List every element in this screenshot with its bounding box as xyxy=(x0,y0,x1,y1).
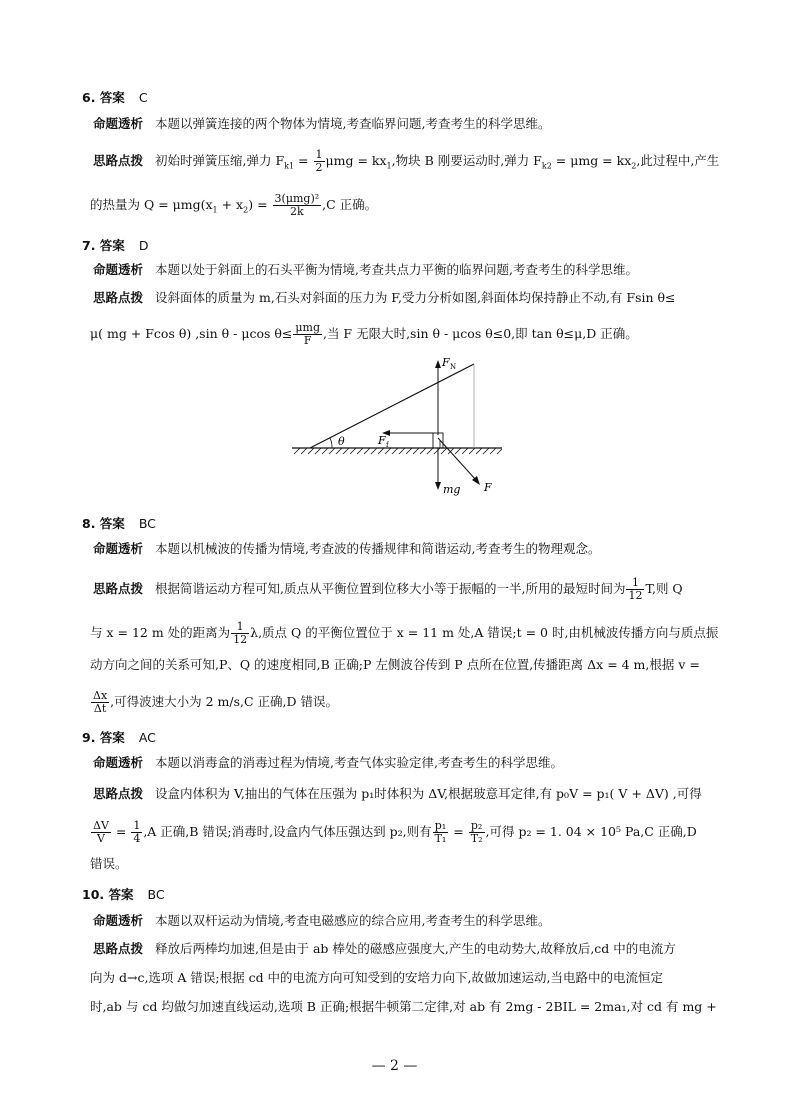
q6-analysis-label: 命题透析 xyxy=(93,116,144,131)
q7-heading xyxy=(82,236,148,254)
q7-number: 7. 答案 xyxy=(82,238,125,253)
q9-fraction-2: $\frac{1}{4}$ xyxy=(133,819,141,845)
q10-answer: BC xyxy=(147,887,165,902)
q8-analysis-label: 命题透析 xyxy=(93,541,144,556)
q9-analysis xyxy=(93,755,563,771)
q10-solution-line3: 时,ab 与 cd 均做匀加速直线运动,选项 B 正确;根据牛顿第二定律,对 ab 有 2mg - 2BIL = 2ma₁,对 cd 有 mg + xyxy=(90,999,717,1014)
theta-label: θ xyxy=(338,435,345,448)
q9-fraction-4: $\frac{\text{p₂}}{\text{T₂}}$ xyxy=(470,819,483,845)
incline-surface xyxy=(310,364,474,448)
q10-heading xyxy=(82,885,165,903)
q7-fraction: $\frac{\text{μmg}}{F}$ xyxy=(295,321,320,347)
q9-solution-label: 思路点拨 xyxy=(93,786,144,801)
q7-solution-line1: 思路点拨 设斜面体的质量为 m,石头对斜面的压力为 F,受力分析如图,斜面体均保持静止不动,有 Fsin θ≤ xyxy=(93,290,676,305)
q8-fraction-1: $\frac{1}{12}$ xyxy=(628,576,643,602)
q8-fraction-2: $\frac{1}{12}$ xyxy=(233,620,248,646)
q8-answer: BC xyxy=(138,516,156,531)
q10-solution-line2: 向为 d→c,选项 A 错误;根据 cd 中的电流方向可知受到的安培力向下,故做加速运动,当电路中的电流恒定 xyxy=(90,970,664,985)
q6-number: 6. 答案 xyxy=(82,90,125,105)
q7-solution-label: 思路点拨 xyxy=(93,290,144,305)
q6-fraction-heat: $\frac{\text{3(μmg)²}}{2k}$ xyxy=(274,192,320,218)
q7-solution-line2: μ( mg + Fcos θ) ,sin θ - μcos θ≤ $\frac{\text{μmg}}{F}$ ,当 F 无限大时,sin θ - μcos θ≤0,即 tan θ≤μ,D 正确。 xyxy=(90,321,638,347)
q6-heading xyxy=(82,88,148,106)
theta-arc xyxy=(330,438,332,448)
q8-heading xyxy=(82,514,156,532)
q8-solution-line1: 思路点拨 根据简谐运动方程可知,质点从平衡位置到位移大小等于振幅的一半,所用的最短时间为 $\frac{1}{12}$ T,则 Q xyxy=(93,576,683,602)
ground-hatching xyxy=(294,448,502,454)
normal-force-label: F xyxy=(442,356,450,369)
q6-analysis xyxy=(93,116,550,132)
q8-solution-line4: $\frac{\Delta x}{\Delta t}$ ,可得波速大小为 2 m/s,C 正确,D 错误。 xyxy=(93,689,338,715)
q9-heading xyxy=(82,728,156,746)
q8-analysis xyxy=(93,541,600,557)
q6-solution-label: 思路点拨 xyxy=(93,153,144,168)
svg-text:N: N xyxy=(450,363,457,371)
svg-text:f: f xyxy=(386,441,389,449)
page-number: — 2 — xyxy=(371,1058,418,1074)
pressure-force-label: F xyxy=(484,481,492,494)
q10-number: 10. 答案 xyxy=(82,887,134,902)
q9-analysis-label: 命题透析 xyxy=(93,755,144,770)
friction-force-label: F xyxy=(378,434,386,447)
q7-force-diagram xyxy=(288,352,508,502)
q10-analysis xyxy=(93,913,550,929)
q7-answer: D xyxy=(138,238,149,253)
q6-answer: C xyxy=(138,90,148,105)
q6-solution-line1: 思路点拨 初始时弹簧压缩,弹力 $F_{k1}$ = $\frac{1}{2}$ $\mu mg = kx_1$,物块 B 刚要运动时,弹力 $F_{k2} = \mu mg = kx_2$,此过程中,产生 xyxy=(93,148,720,174)
q9-analysis-text: 本题以消毒盒的消毒过程为情境,考查气体实验定律,考查考生的科学思维。 xyxy=(155,755,563,770)
q7-analysis-label: 命题透析 xyxy=(93,262,144,277)
q9-fraction-1: $\frac{\Delta V}{V}$ xyxy=(93,819,109,845)
q9-fraction-3: $\frac{\text{p₁}}{\text{T₁}}$ xyxy=(434,819,447,845)
q6-fraction-half: $\frac{1}{2}$ xyxy=(315,148,323,174)
q7-analysis-text: 本题以处于斜面上的石头平衡为情境,考查共点力平衡的临界问题,考查考生的科学思维。 xyxy=(155,262,638,277)
q8-solution-line2: 与 x = 12 m 处的距离为 $\frac{1}{12}$ λ,质点 Q 的平衡位置位于 x = 11 m 处,A 错误;t = 0 时,由机械波传播方向与质点振 xyxy=(90,620,719,646)
pressure-force-arrow xyxy=(438,438,476,480)
q8-solution-label: 思路点拨 xyxy=(93,581,144,596)
q6-analysis-text: 本题以弹簧连接的两个物体为情境,考查临界问题,考查考生的科学思维。 xyxy=(155,116,551,131)
q10-solution-label: 思路点拨 xyxy=(93,941,144,956)
q8-solution-line3: 动方向之间的关系可知,P、Q 的速度相同,B 正确;P 左侧波谷传到 P 点所在位置,传播距离 Δx = 4 m,根据 v = xyxy=(90,657,700,672)
q8-number: 8. 答案 xyxy=(82,516,125,531)
q10-analysis-label: 命题透析 xyxy=(93,913,144,928)
q9-solution-line3: 错误。 xyxy=(90,856,128,871)
contact-block xyxy=(433,433,443,448)
gravity-label: mg xyxy=(443,483,461,496)
q10-solution-line1: 思路点拨 释放后两棒均加速,但是由于 ab 棒处的磁感应强度大,产生的电动势大,故释放后,cd 中的电流方 xyxy=(93,941,676,956)
q7-analysis xyxy=(93,262,638,278)
q8-fraction-3: $\frac{\Delta x}{\Delta t}$ xyxy=(93,689,108,715)
q10-analysis-text: 本题以双杆运动为情境,考查电磁感应的综合应用,考查考生的科学思维。 xyxy=(155,913,551,928)
q9-solution-line1: 思路点拨 设盒内体积为 V,抽出的气体在压强为 p₁时体积为 ΔV,根据玻意耳定律,有 p₀V = p₁( V + ΔV) ,可得 xyxy=(93,786,702,801)
q6-solution-line2: 的热量为 $Q = \mu mg(x_1 + x_2)$ = $\frac{\text{3(μmg)²}}{2k}$ ,C 正确。 xyxy=(90,192,378,218)
q9-solution-line2: $\frac{\Delta V}{V}$ = $\frac{1}{4}$ ,A 正确,B 错误;消毒时,设盒内气体压强达到 p₂,则有 $\frac{\text{p₁}}{\text{T₁}}$ = $\frac{\text{p₂}}{\text{T₂}}$ ,可得 p₂ = 1. 04 × 10⁵ Pa,C 正确,D xyxy=(93,819,697,845)
q9-number: 9. 答案 xyxy=(82,730,125,745)
q9-answer: AC xyxy=(138,730,156,745)
q8-analysis-text: 本题以机械波的传播为情境,考查波的传播规律和简谐运动,考查考生的物理观念。 xyxy=(155,541,601,556)
